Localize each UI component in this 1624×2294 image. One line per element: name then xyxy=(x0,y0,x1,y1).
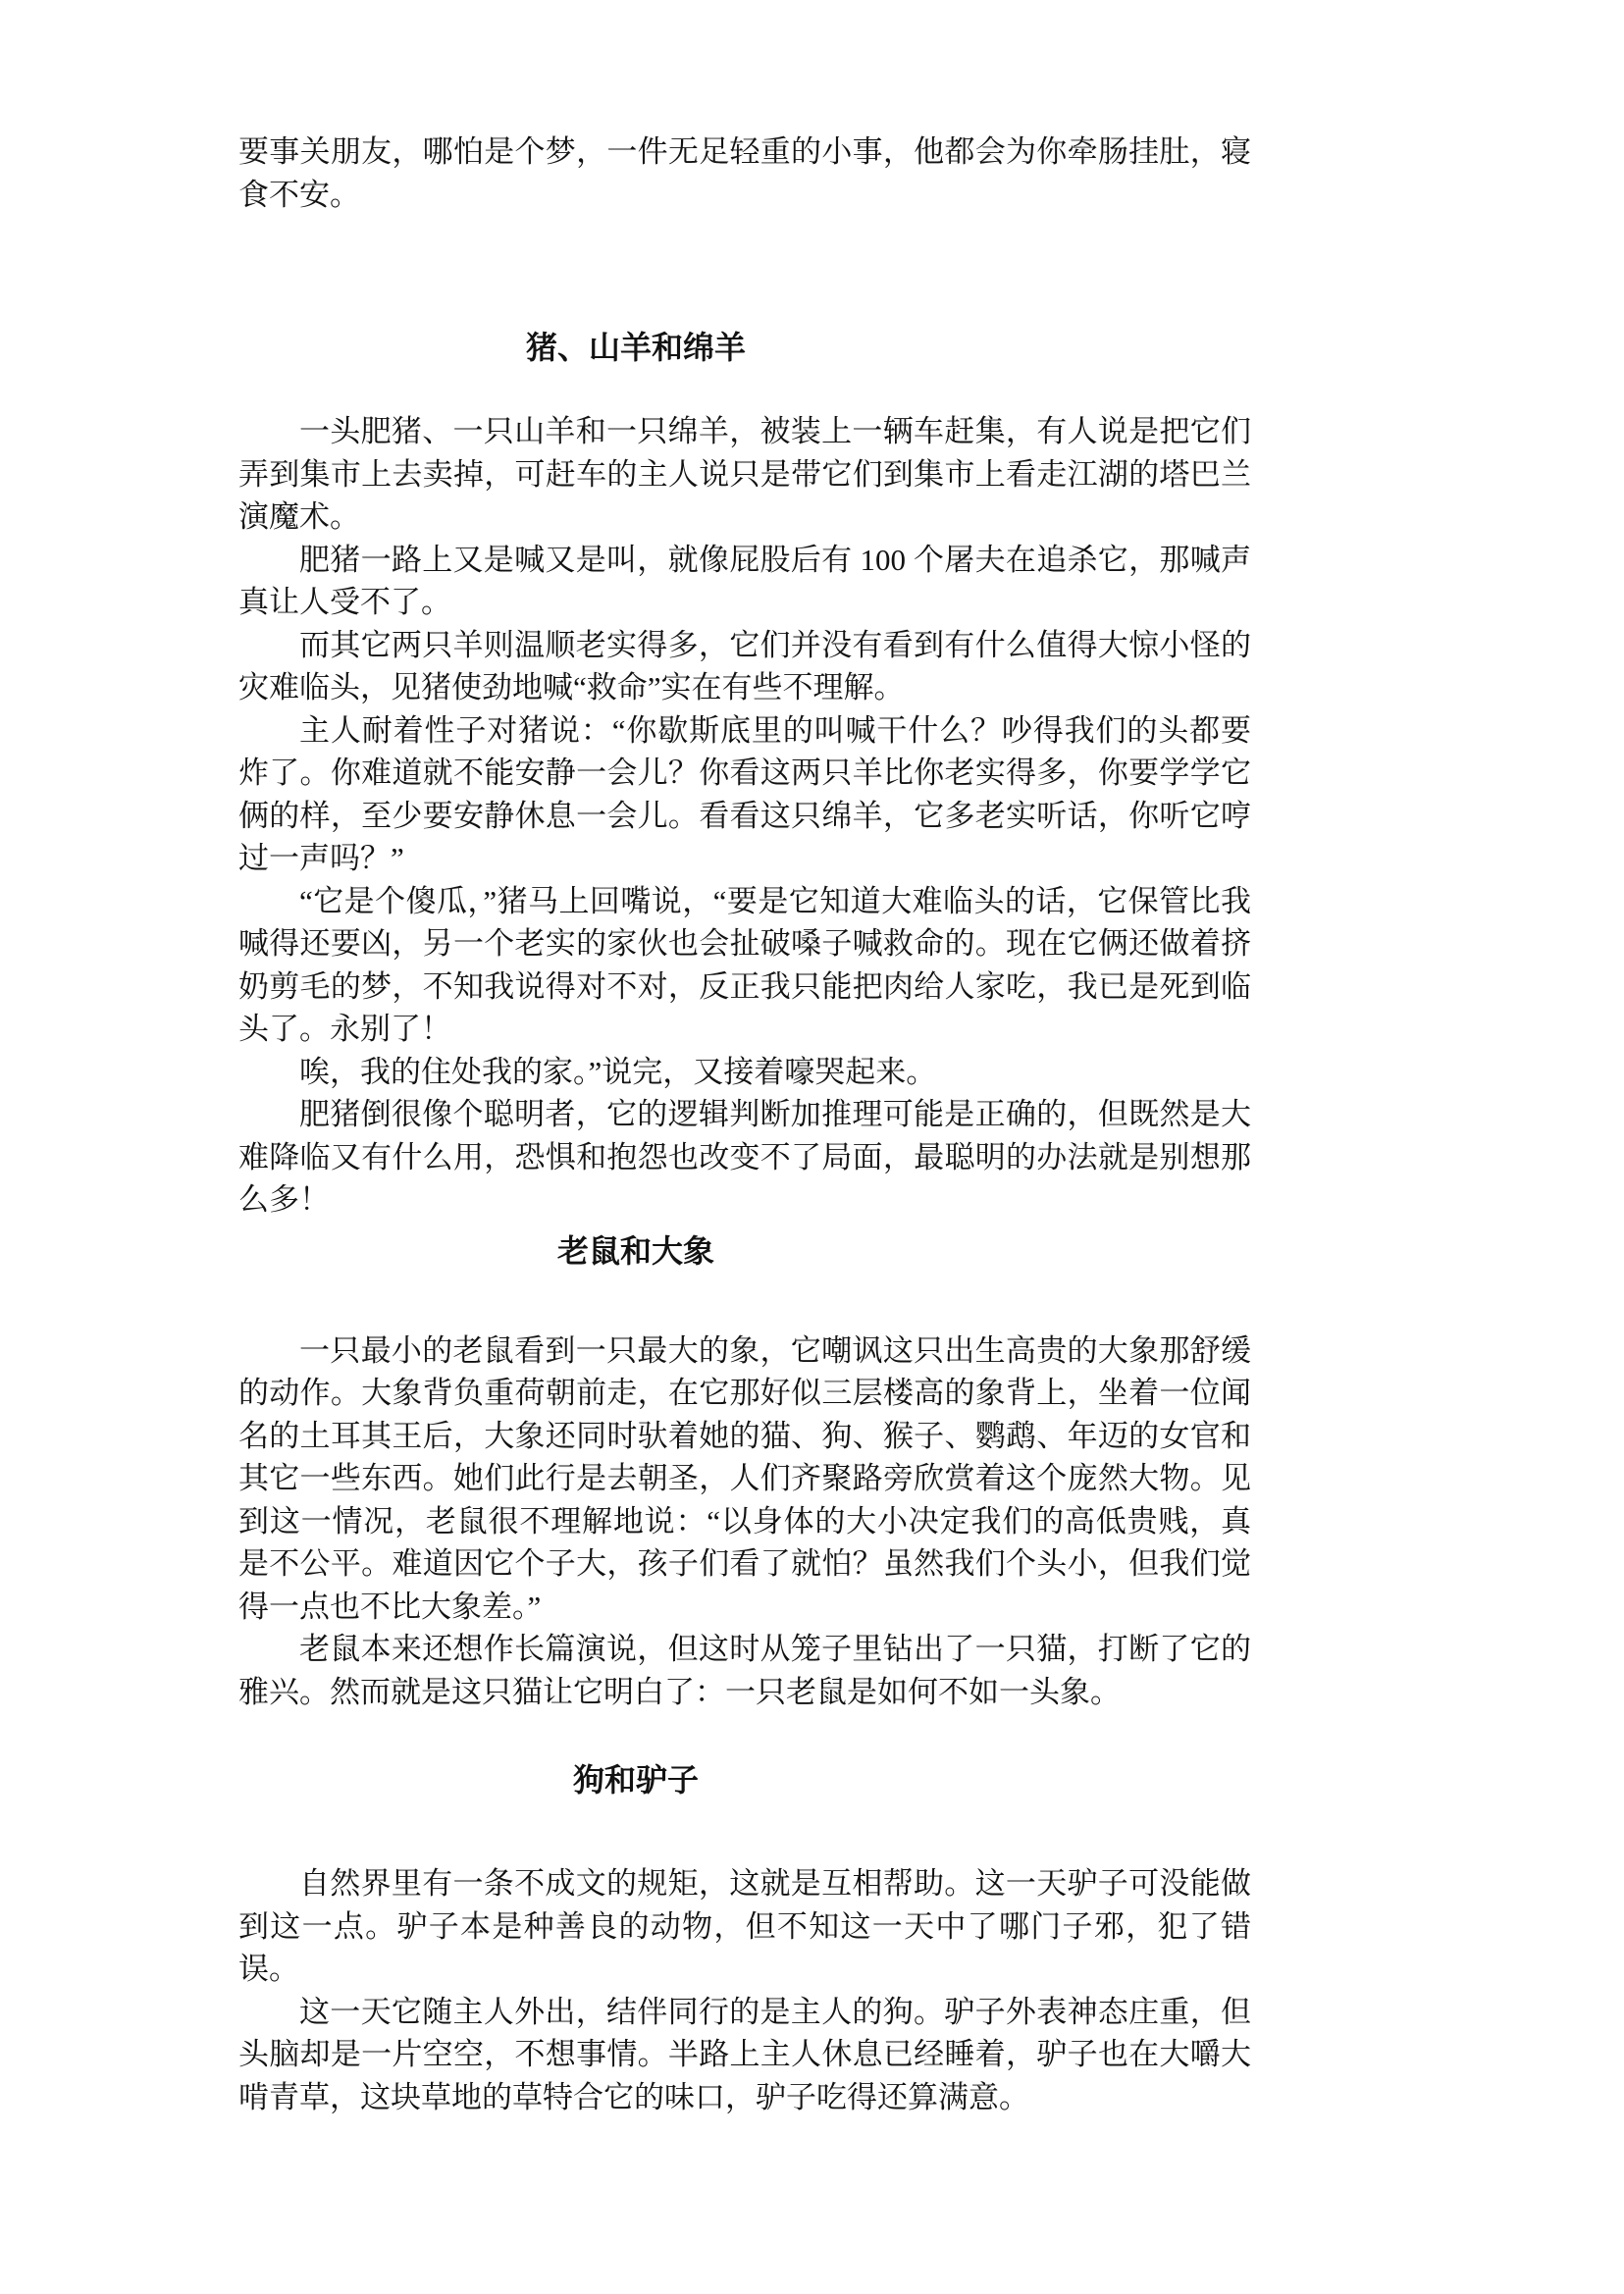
story-paragraph: 肥猪倒很像个聪明者，它的逻辑判断加推理可能是正确的，但既然是大难降临又有什么用，恐惧和抱怨也改变不了局面，最聪明的办法就是别想那么多！ xyxy=(238,1097,1251,1217)
story-paragraph: “它是个傻瓜，”猪马上回嘴说，“要是它知道大难临头的话，它保管比我喊得还要凶，另一个老实的家伙也会扯破嗓子喊救命的。现在它俩还做着挤奶剪毛的梦，不知我说得对不对，反正我只能把肉给人家吃，我已是死到临头了。永别了！ xyxy=(238,883,1251,1046)
story-section-dog-donkey xyxy=(238,1758,1251,2118)
story-section-pig-goat-sheep xyxy=(238,326,1251,1222)
story-paragraph: 而其它两只羊则温顺老实得多，它们并没有看到有什么值得大惊小怪的灾难临头，见猪使劲地喊“救命”实在有些不理解。 xyxy=(238,627,1251,704)
story-paragraph: 老鼠本来还想作长篇演说，但这时从笼子里钻出了一只猫，打断了它的雅兴。然而就是这只猫让它明白了：一只老鼠是如何不如一头象。 xyxy=(238,1632,1251,1709)
story-title: 狗和驴子 xyxy=(572,1762,699,1798)
story-title: 老鼠和大象 xyxy=(556,1232,714,1269)
story-paragraph: 一头肥猪、一只山羊和一只绵羊，被装上一辆车赶集，有人说是把它们弄到集市上去卖掉，可赶车的主人说只是带它们到集市上看走江湖的塔巴兰演魔术。 xyxy=(238,414,1251,534)
story-paragraph: 这一天它随主人外出，结伴同行的是主人的狗。驴子外表神态庄重，但头脑却是一片空空，不想事情。半路上主人休息已经睡着，驴子也在大嚼大啃青草，这块草地的草特合它的味口，驴子吃得还算满意。 xyxy=(238,1994,1251,2114)
story-paragraph: 一只最小的老鼠看到一只最大的象，它嘲讽这只出生高贵的大象那舒缓的动作。大象背负重荷朝前走，在它那好似三层楼高的象背上，坐着一位闻名的土耳其王后，大象还同时驮着她的猫、狗、猴子、鹦鹉、年迈的女官和其它一些东西。她们此行是去朝圣，人们齐聚路旁欣赏着这个庞然大物。见到这一情况，老鼠很不理解地说：“以身体的大小决定我们的高低贵贱，真是不公平。难道因它个子大，孩子们看了就怕？虽然我们个头小，但我们觉得一点也不比大象差。” xyxy=(238,1332,1251,1624)
story-paragraph: 肥猪一路上又是喊又是叫，就像屁股后有 100 个屠夫在追杀它，那喊声真让人受不了。 xyxy=(238,542,1251,619)
story-paragraph: 主人耐着性子对猪说：“你歇斯底里的叫喊干什么？吵得我们的头都要炸了。你难道就不能安静一会儿？你看这两只羊比你老实得多，你要学学它俩的样，至少要安静休息一会儿。看看这只绵羊，它多老实听话，你听它哼过一声吗？” xyxy=(238,712,1251,875)
story-title: 猪、山羊和绵羊 xyxy=(525,330,746,365)
story-section-mouse-elephant xyxy=(238,1229,1251,1714)
continuation-paragraph: 要事关朋友，哪怕是个梦，一件无足轻重的小事，他都会为你牵肠挂肚，寝食不安。 xyxy=(238,134,1251,212)
story-paragraph: 自然界里有一条不成文的规矩，这就是互相帮助。这一天驴子可没能做到这一点。驴子本是种善良的动物，但不知这一天中了哪门子邪，犯了错误。 xyxy=(238,1866,1251,1986)
story-paragraph: 唉，我的住处我的家。”说完，又接着嚎哭起来。 xyxy=(299,1054,937,1089)
